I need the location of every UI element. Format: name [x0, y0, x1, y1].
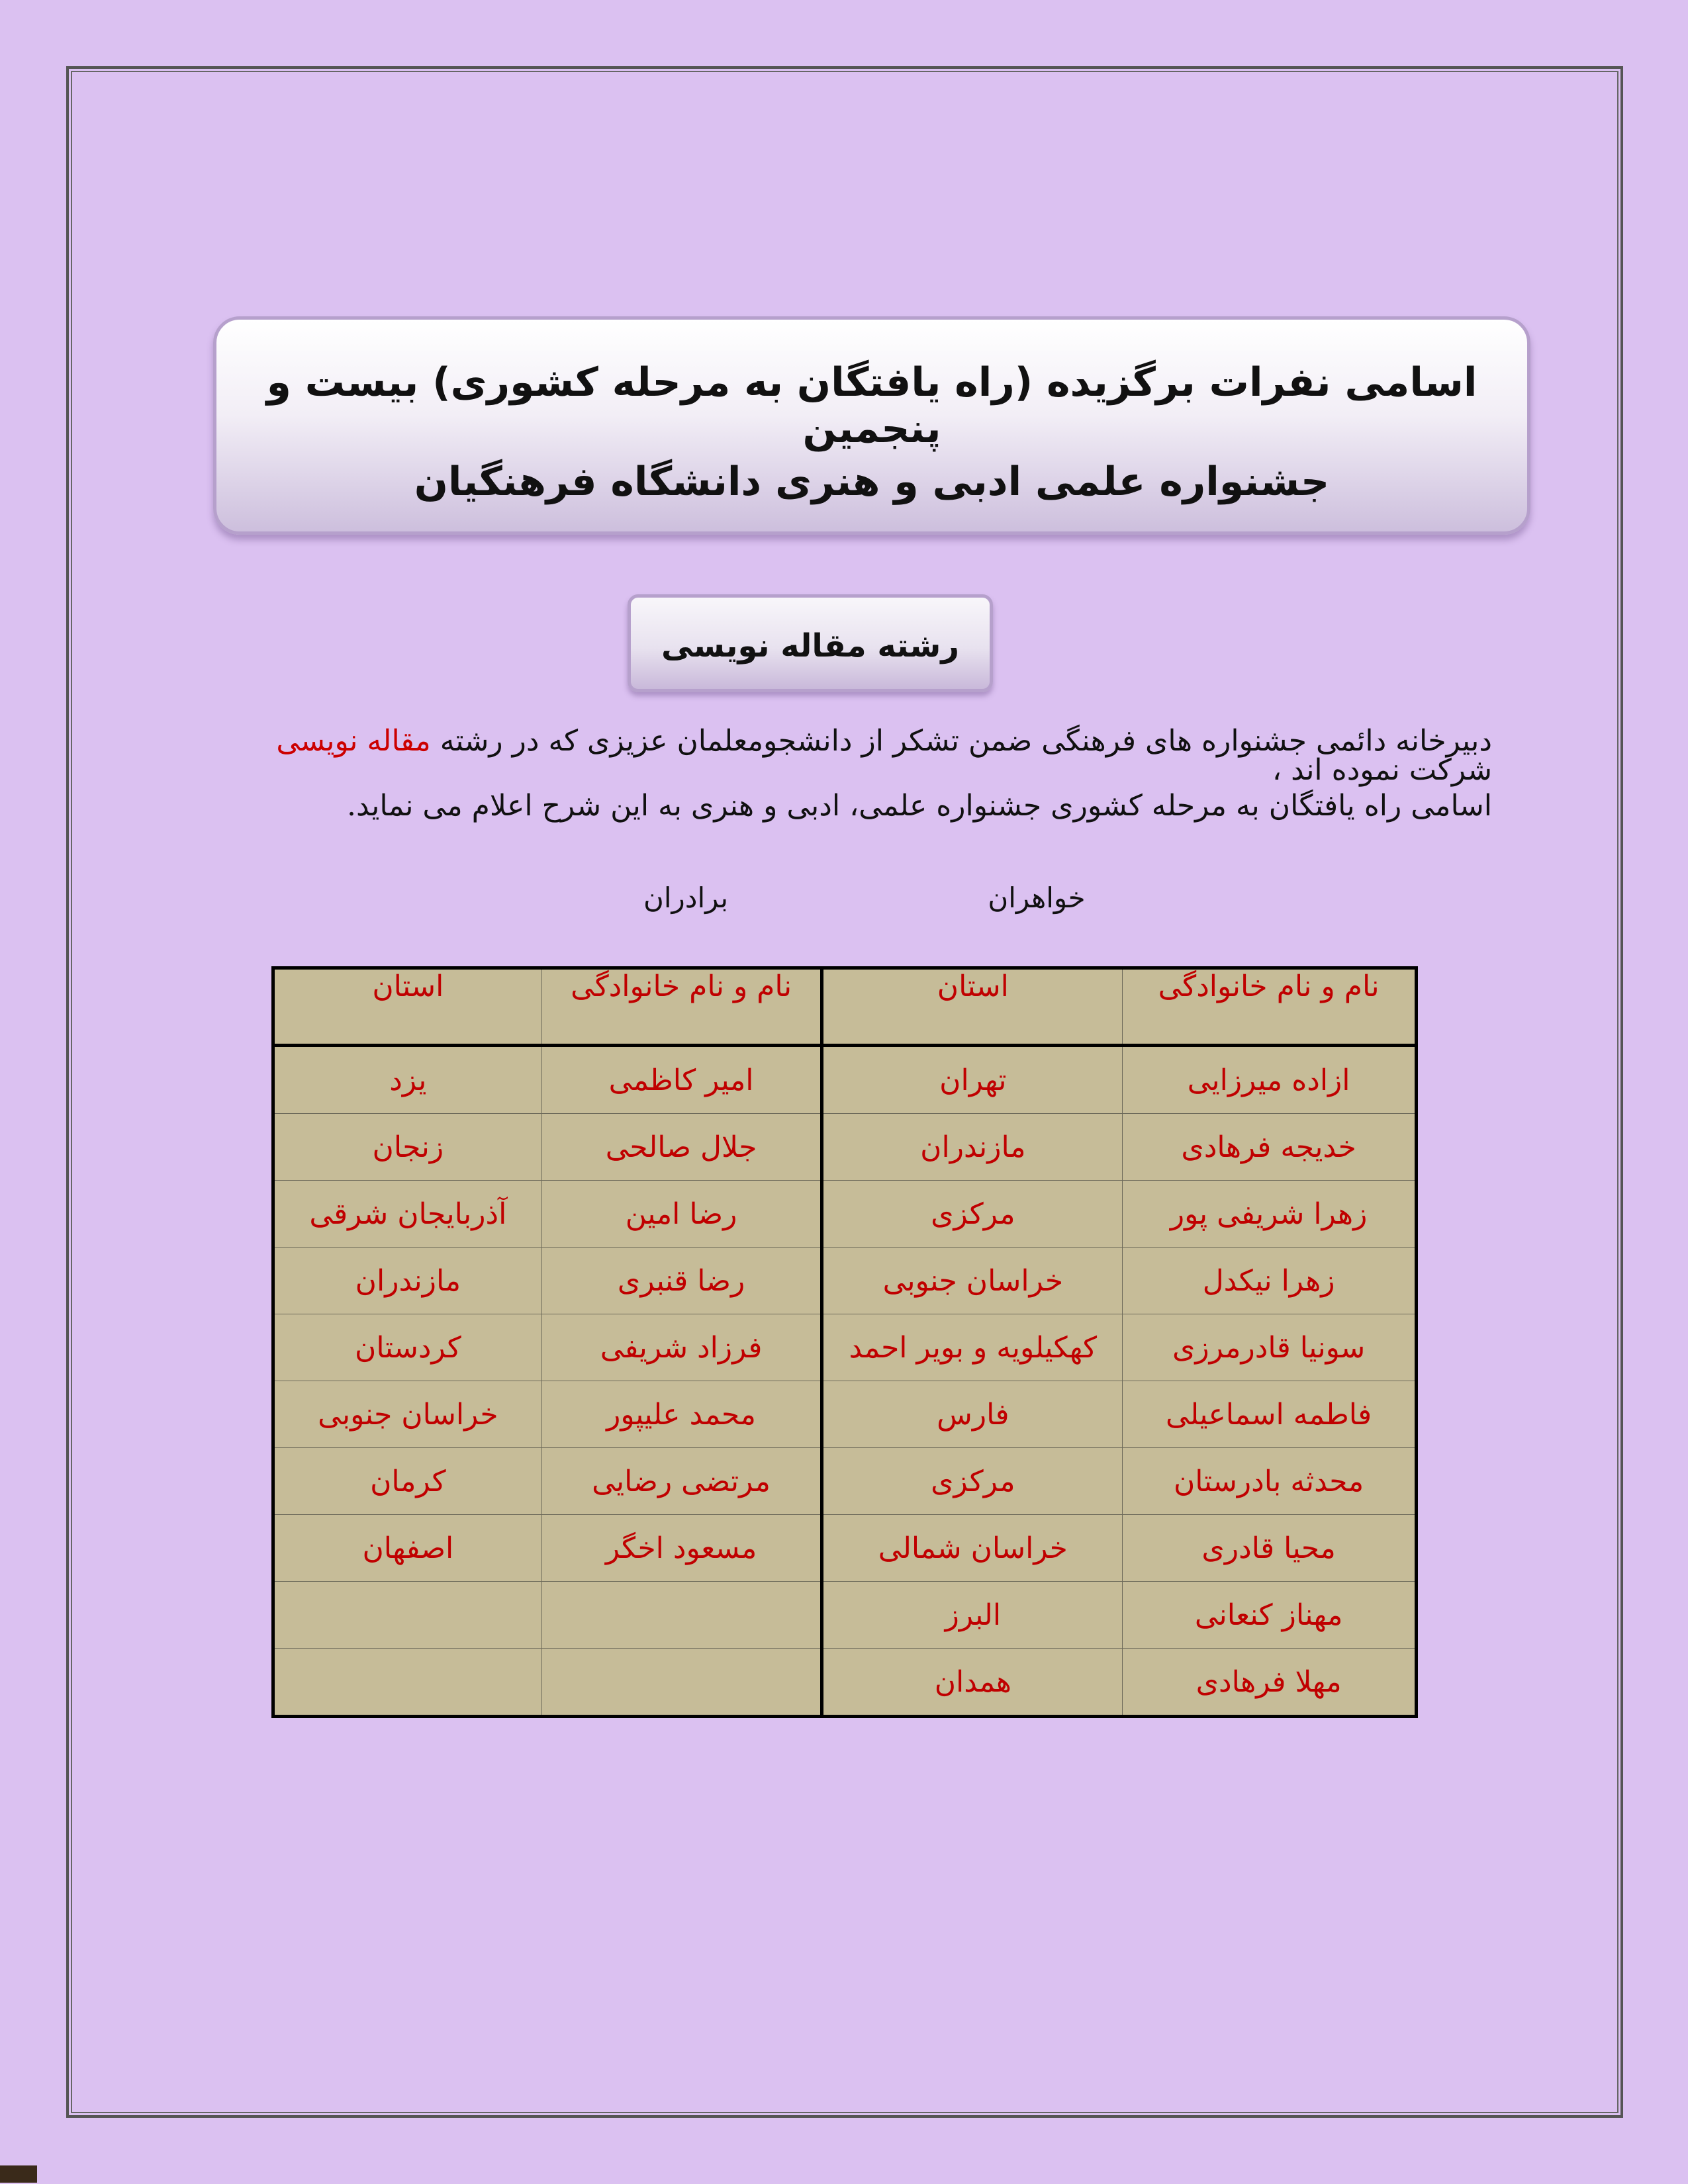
cell-sister-name: سونیا قادرمرزی: [1123, 1314, 1417, 1381]
cell-sister-name: فاطمه اسماعیلی: [1123, 1381, 1417, 1448]
cell-sister-name: مهلا فرهادی: [1123, 1649, 1417, 1717]
cell-sister-name: زهرا شریفی پور: [1123, 1181, 1417, 1248]
cell-sister-province: خراسان شمالی: [822, 1515, 1123, 1582]
table-row: [273, 1515, 1417, 1582]
footer-logo: [0, 2165, 37, 2183]
cell-brother-province: [273, 1582, 542, 1649]
cell-brother-name: مسعود اخگر: [541, 1515, 822, 1582]
intro-text-after: شرکت نموده اند ،: [1272, 753, 1492, 787]
table-body: [273, 1046, 1417, 1717]
cell-brother-name: امیر کاظمی: [541, 1046, 822, 1114]
cell-sister-name: محیا قادری: [1123, 1515, 1417, 1582]
header-sister-name: نام و نام خانوادگی: [1123, 968, 1417, 1046]
table-header-row: [273, 968, 1417, 1046]
cell-sister-province: مرکزی: [822, 1448, 1123, 1515]
cell-brother-province: کردستان: [273, 1314, 542, 1381]
table-row: [273, 1314, 1417, 1381]
cell-brother-name: فرزاد شریفی: [541, 1314, 822, 1381]
cell-brother-province: کرمان: [273, 1448, 542, 1515]
cell-sister-name: ازاده میرزایی: [1123, 1046, 1417, 1114]
winners-table: [271, 966, 1418, 1718]
table-row: [273, 1181, 1417, 1248]
cell-sister-name: مهناز کنعانی: [1123, 1582, 1417, 1649]
category-title: رشته مقاله نویسی: [661, 627, 959, 664]
cell-brother-province: یزد: [273, 1046, 542, 1114]
group-label-brothers: برادران: [643, 882, 729, 914]
cell-brother-name: مرتضی رضایی: [541, 1448, 822, 1515]
cell-sister-province: خراسان جنوبی: [822, 1248, 1123, 1314]
header-sister-province: استان: [822, 968, 1123, 1046]
table-row: [273, 1114, 1417, 1181]
cell-brother-name: جلال صالحی: [541, 1114, 822, 1181]
cell-sister-province: مازندران: [822, 1114, 1123, 1181]
title-banner: [213, 316, 1530, 535]
cell-brother-province: خراسان جنوبی: [273, 1381, 542, 1448]
cell-sister-province: کهکیلویه و بویر احمد: [822, 1314, 1123, 1381]
cell-brother-name: محمد علیپور: [541, 1381, 822, 1448]
cell-brother-province: [273, 1649, 542, 1717]
cell-brother-province: آذربایجان شرقی: [273, 1181, 542, 1248]
intro-paragraph-line-1: [212, 724, 1492, 787]
cell-brother-name: [541, 1649, 822, 1717]
table-row: [273, 1046, 1417, 1114]
category-banner: [628, 594, 993, 692]
table-row: [273, 1248, 1417, 1314]
title-line-1: اسامی نفرات برگزیده (راه یافتگان به مرحله کشوری) بیست و پنجمین: [266, 359, 1477, 452]
cell-sister-name: زهرا نیکدل: [1123, 1248, 1417, 1314]
intro-text-before: دبیرخانه دائمی جشنواره های فرهنگی ضمن تشکر از دانشجومعلمان عزیزی که در رشته: [440, 724, 1492, 758]
cell-sister-province: فارس: [822, 1381, 1123, 1448]
intro-highlight: مقاله نویسی: [276, 724, 431, 758]
cell-sister-province: مرکزی: [822, 1181, 1123, 1248]
cell-brother-province: مازندران: [273, 1248, 542, 1314]
header-brother-name: نام و نام خانوادگی: [541, 968, 822, 1046]
cell-sister-province: همدان: [822, 1649, 1123, 1717]
cell-brother-name: [541, 1582, 822, 1649]
group-label-sisters: خواهران: [988, 882, 1086, 914]
table-row: [273, 1649, 1417, 1717]
table-row: [273, 1582, 1417, 1649]
cell-sister-province: تهران: [822, 1046, 1123, 1114]
table-row: [273, 1448, 1417, 1515]
cell-brother-name: رضا قنبری: [541, 1248, 822, 1314]
cell-sister-name: محدثه بادرستان: [1123, 1448, 1417, 1515]
cell-brother-province: اصفهان: [273, 1515, 542, 1582]
title-line-2: جشنواره علمی ادبی و هنری دانشگاه فرهنگیان: [414, 459, 1330, 505]
cell-brother-province: زنجان: [273, 1114, 542, 1181]
header-brother-province: استان: [273, 968, 542, 1046]
table-row: [273, 1381, 1417, 1448]
cell-brother-name: رضا امین: [541, 1181, 822, 1248]
cell-sister-name: خدیجه فرهادی: [1123, 1114, 1417, 1181]
intro-paragraph-line-2: اسامی راه یافتگان به مرحله کشوری جشنواره علمی، ادبی و هنری به این شرح اعلام می نماید.: [347, 789, 1492, 823]
cell-sister-province: البرز: [822, 1582, 1123, 1649]
